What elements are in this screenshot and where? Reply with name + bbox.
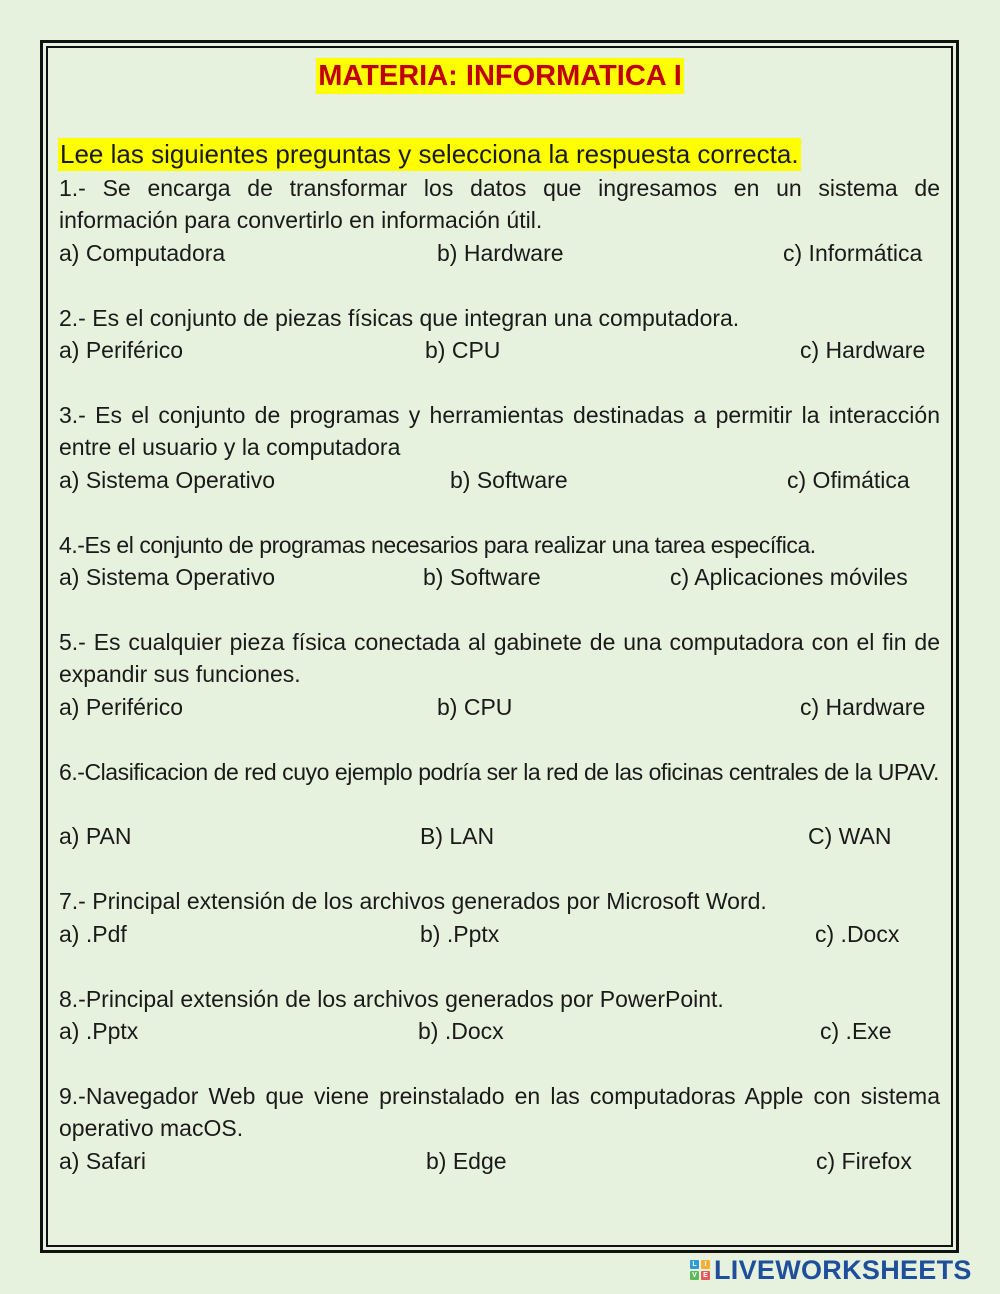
option-1c[interactable]: c) Informática xyxy=(783,240,923,266)
option-9c[interactable]: c) Firefox xyxy=(816,1148,912,1174)
option-2b[interactable]: b) CPU xyxy=(425,337,501,363)
option-4b[interactable]: b) Software xyxy=(423,564,541,590)
option-7b[interactable]: b) .Pptx xyxy=(420,921,500,947)
option-6a[interactable]: a) PAN xyxy=(59,823,132,849)
question-2: 2.- Es el conjunto de piezas físicas que integran una computadora. xyxy=(59,305,740,331)
question-7: 7.- Principal extensión de los archivos generados por Microsoft Word. xyxy=(59,888,767,914)
option-3a[interactable]: a) Sistema Operativo xyxy=(59,467,276,493)
option-8a[interactable]: a) .Pptx xyxy=(59,1018,139,1044)
option-5b[interactable]: b) CPU xyxy=(437,694,513,720)
option-2a[interactable]: a) Periférico xyxy=(59,337,183,363)
logo-text: LIVEWORKSHEETS xyxy=(714,1254,972,1285)
option-7c[interactable]: c) .Docx xyxy=(815,921,900,947)
option-9a[interactable]: a) Safari xyxy=(59,1148,146,1174)
question-1: 1.- Se encarga de transformar los datos que ingresamos en un sistema de información para convertirlo en información útil. xyxy=(59,175,940,233)
liveworksheets-logo-icon: L I V E xyxy=(690,1260,710,1280)
option-4a[interactable]: a) Sistema Operativo xyxy=(59,564,276,590)
option-8b[interactable]: b) .Docx xyxy=(418,1018,504,1044)
option-5a[interactable]: a) Periférico xyxy=(59,694,183,720)
option-8c[interactable]: c) .Exe xyxy=(820,1018,892,1044)
option-9b[interactable]: b) Edge xyxy=(426,1148,507,1174)
option-6c[interactable]: C) WAN xyxy=(808,823,892,849)
liveworksheets-logo[interactable] xyxy=(690,1254,972,1286)
question-3: 3.- Es el conjunto de programas y herramientas destinadas a permitir la interacción entre el usuario y la computadora xyxy=(59,402,940,460)
question-9: 9.-Navegador Web que viene preinstalado en las computadoras Apple con sistema operativo macOS. xyxy=(59,1083,940,1141)
option-3c[interactable]: c) Ofimática xyxy=(787,467,910,493)
option-1a[interactable]: a) Computadora xyxy=(59,240,226,266)
question-4: 4.-Es el conjunto de programas necesarios para realizar una tarea específica. xyxy=(59,532,816,558)
option-4c[interactable]: c) Aplicaciones móviles xyxy=(670,564,908,590)
question-6: 6.-Clasificacion de red cuyo ejemplo podría ser la red de las oficinas centrales de la UPAV. xyxy=(59,759,939,785)
option-6b[interactable]: B) LAN xyxy=(420,823,495,849)
option-3b[interactable]: b) Software xyxy=(450,467,568,493)
option-7a[interactable]: a) .Pdf xyxy=(59,921,127,947)
instruction: Lee las siguientes preguntas y selecciona la respuesta correcta. xyxy=(60,139,799,169)
question-8: 8.-Principal extensión de los archivos generados por PowerPoint. xyxy=(59,986,724,1012)
option-1b[interactable]: b) Hardware xyxy=(437,240,564,266)
question-5: 5.- Es cualquier pieza física conectada al gabinete de una computadora con el fin de expandir sus funciones. xyxy=(59,629,940,687)
page-title: MATERIA: INFORMATICA I xyxy=(318,60,682,92)
title-wrap xyxy=(0,58,1000,94)
option-2c[interactable]: c) Hardware xyxy=(800,337,926,363)
option-5c[interactable]: c) Hardware xyxy=(800,694,926,720)
